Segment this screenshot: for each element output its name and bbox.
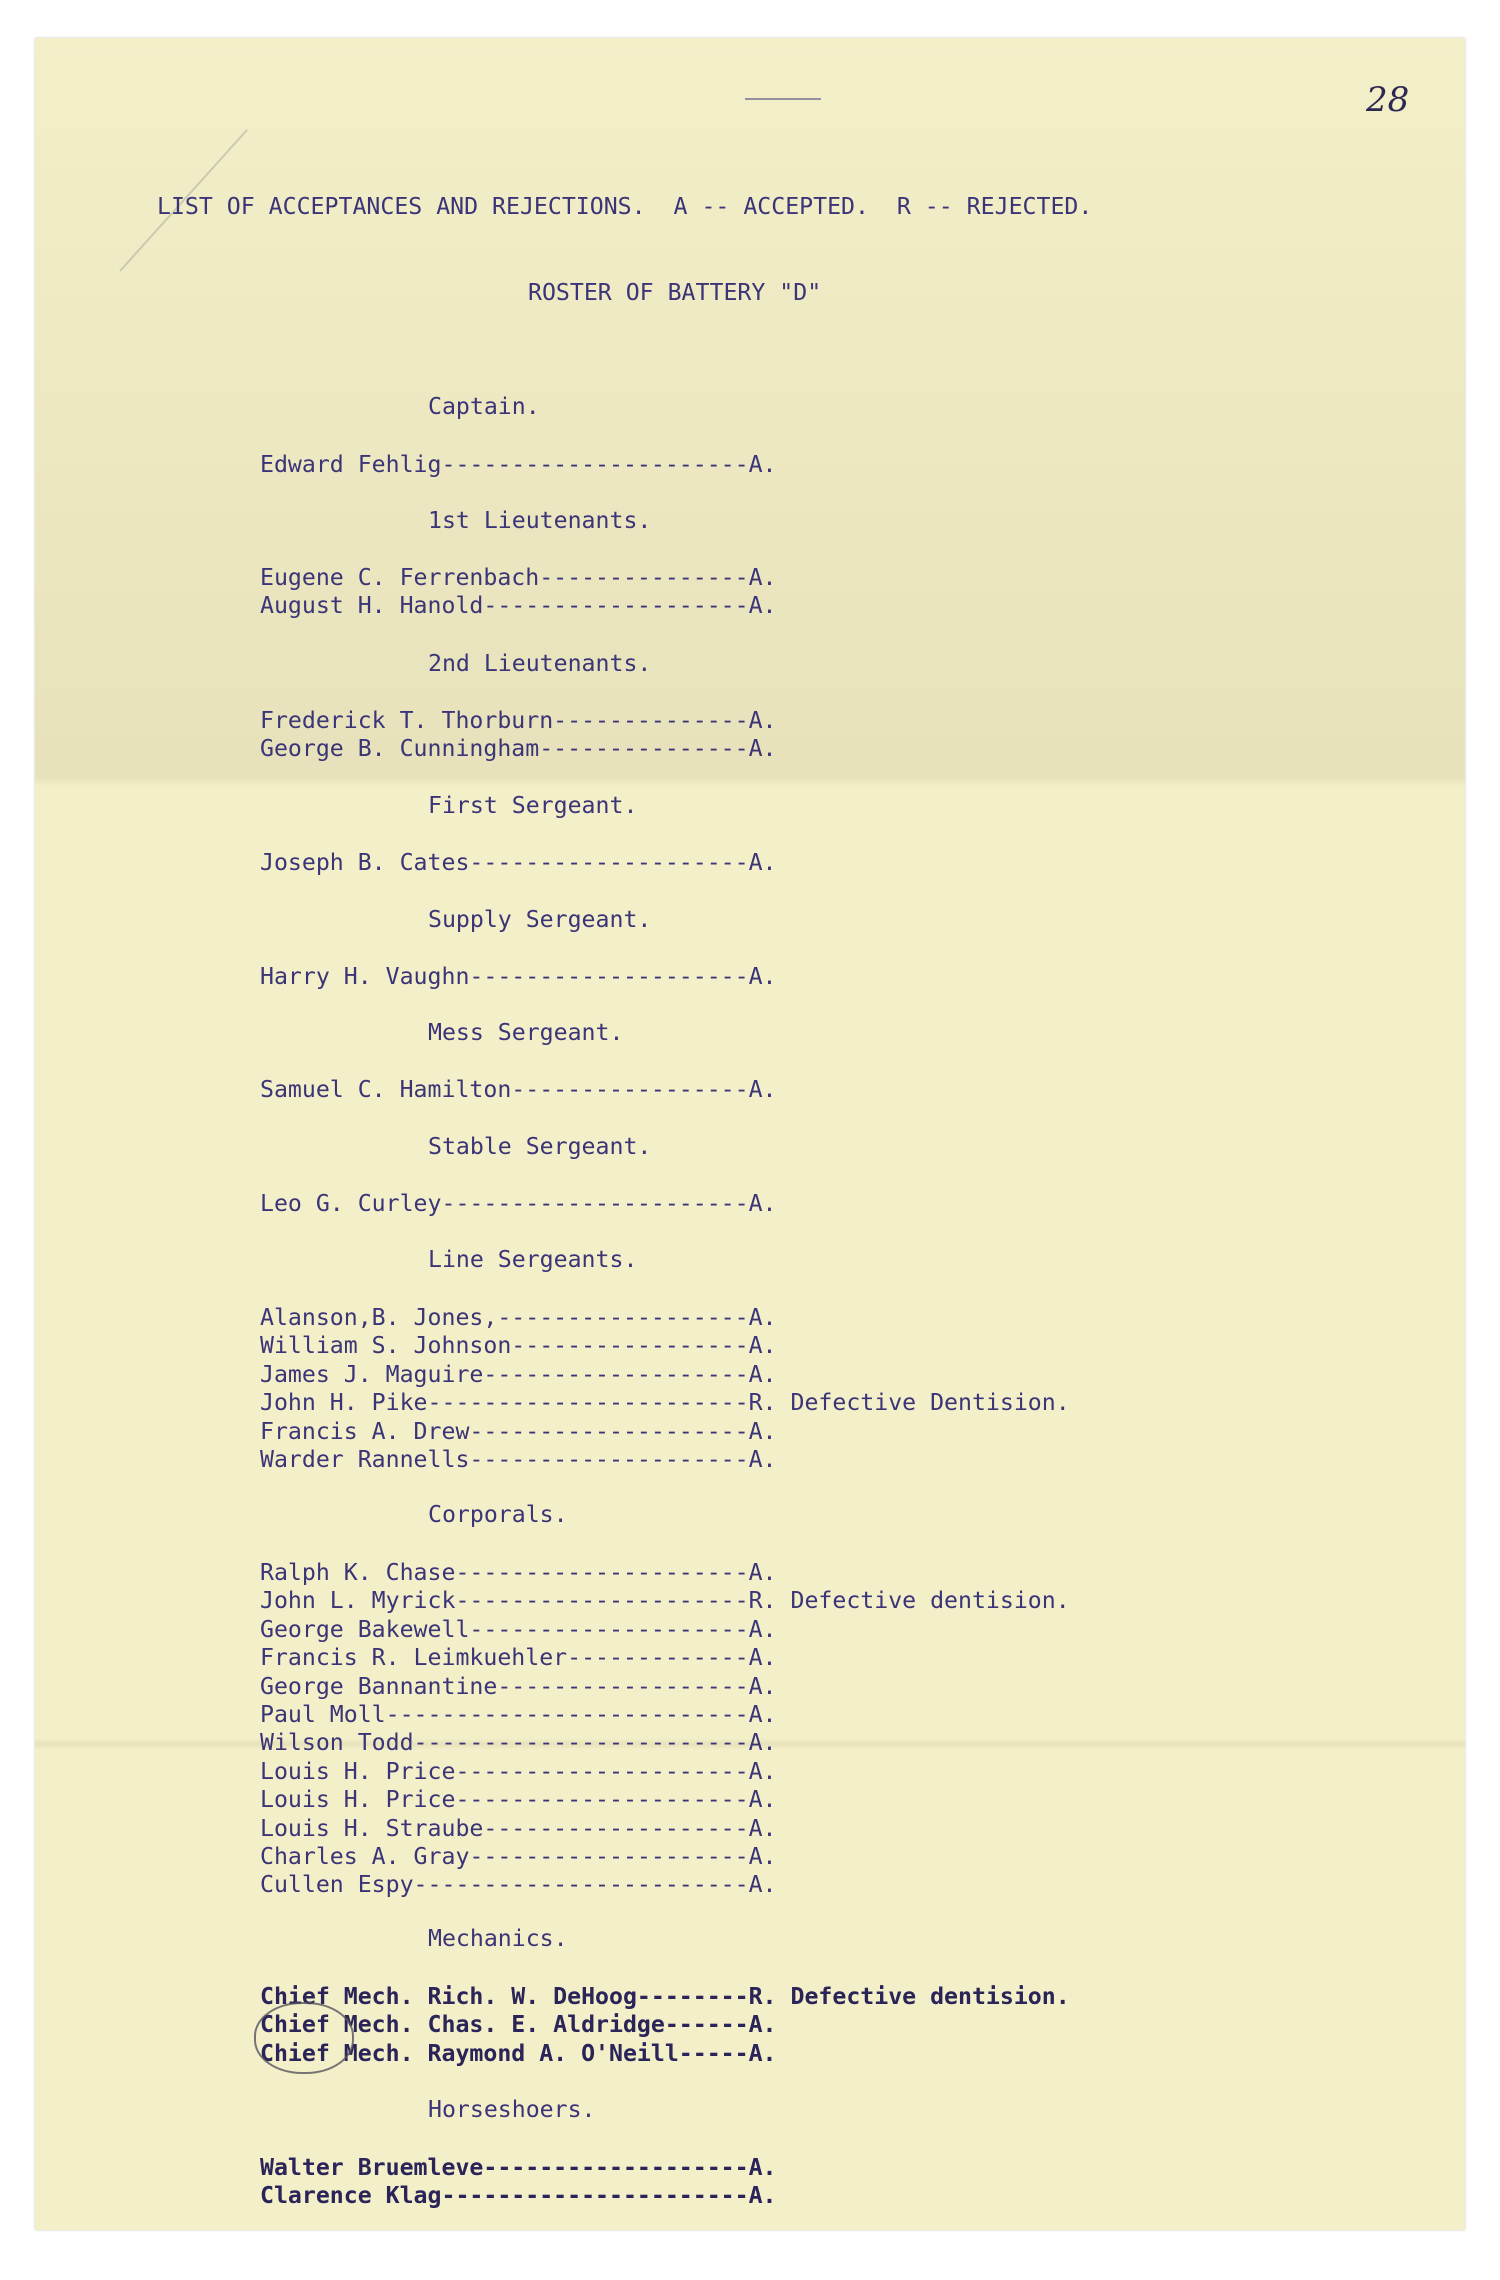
roster-entry: Frederick T. Thorburn--------------A.	[260, 707, 777, 734]
roster-entry: Chief Mech. Rich. W. DeHoog--------R. Defective dentision.	[260, 1983, 1070, 2010]
roster-entry: Edward Fehlig----------------------A.	[260, 451, 777, 478]
top-dash-mark	[745, 98, 821, 100]
roster-entry: Paul Moll--------------------------A.	[260, 1701, 777, 1728]
section-title: Line Sergeants.	[428, 1246, 638, 1273]
roster-entry: Samuel C. Hamilton-----------------A.	[260, 1076, 777, 1103]
roster-entry: George B. Cunningham---------------A.	[260, 735, 777, 763]
roster-entry: James J. Maguire-------------------A.	[260, 1360, 777, 1388]
section-title: Corporals.	[428, 1501, 568, 1528]
roster-entry: Louis H. Straube-------------------A.	[260, 1814, 777, 1842]
section-title: Captain.	[428, 393, 540, 420]
chief-circle-mark	[254, 2002, 354, 2074]
roster-entry: Eugene C. Ferrenbach---------------A.	[260, 564, 777, 591]
roster-entry: Francis R. Leimkuehler-------------A.	[260, 1644, 777, 1672]
roster-entry: Leo G. Curley----------------------A.	[260, 1190, 777, 1217]
document-page	[35, 38, 1465, 2230]
roster-entry: George Bakewell--------------------A.	[260, 1615, 777, 1643]
section-title: 2nd Lieutenants.	[428, 650, 652, 677]
roster-entry: Chief Mech. Raymond A. O'Neill-----A.	[260, 2039, 777, 2067]
roster-entry: Louis H. Price---------------------A.	[260, 1786, 777, 1814]
section-title: Horseshoers.	[428, 2096, 596, 2123]
roster-entry: Ralph K. Chase---------------------A.	[260, 1559, 777, 1586]
roster-entry: Clarence Klag----------------------A.	[260, 2182, 777, 2210]
roster-entry: Alanson,B. Jones,------------------A.	[260, 1304, 777, 1331]
section-title: Supply Sergeant.	[428, 906, 652, 933]
roster-entry: Joseph B. Cates--------------------A.	[260, 849, 777, 876]
roster-entry: John L. Myrick---------------------R. Defective dentision.	[260, 1587, 1070, 1615]
roster-entry: George Bannantine------------------A.	[260, 1672, 777, 1700]
roster-title: ROSTER OF BATTERY "D"	[528, 279, 822, 306]
section-title: First Sergeant.	[428, 792, 638, 819]
roster-entry: Cullen Espy------------------------A.	[260, 1871, 777, 1899]
roster-entry: August H. Hanold-------------------A.	[260, 592, 777, 620]
section-title: 1st Lieutenants.	[428, 507, 652, 534]
roster-entry: Francis A. Drew--------------------A.	[260, 1417, 777, 1445]
section-title: Mechanics.	[428, 1925, 568, 1952]
section-title: Mess Sergeant.	[428, 1019, 624, 1046]
roster-entry: Louis H. Price---------------------A.	[260, 1757, 777, 1785]
section-title: Stable Sergeant.	[428, 1133, 652, 1160]
roster-entry: Wilson Todd------------------------A.	[260, 1729, 777, 1757]
document-header: LIST OF ACCEPTANCES AND REJECTIONS. A -- ACCEPTED. R -- REJECTED.	[157, 193, 1093, 220]
roster-entry: Warder Rannells--------------------A.	[260, 1446, 777, 1473]
roster-entry: Charles A. Gray--------------------A.	[260, 1843, 777, 1870]
page-number: 28	[1366, 80, 1410, 120]
roster-entry: Chief Mech. Chas. E. Aldridge------A.	[260, 2011, 777, 2039]
roster-entry: Walter Bruemleve-------------------A.	[260, 2154, 777, 2181]
roster-entry: William S. Johnson-----------------A.	[260, 1332, 777, 1360]
roster-entry: Harry H. Vaughn--------------------A.	[260, 963, 777, 990]
roster-entry: John H. Pike-----------------------R. Defective Dentision.	[260, 1389, 1070, 1417]
